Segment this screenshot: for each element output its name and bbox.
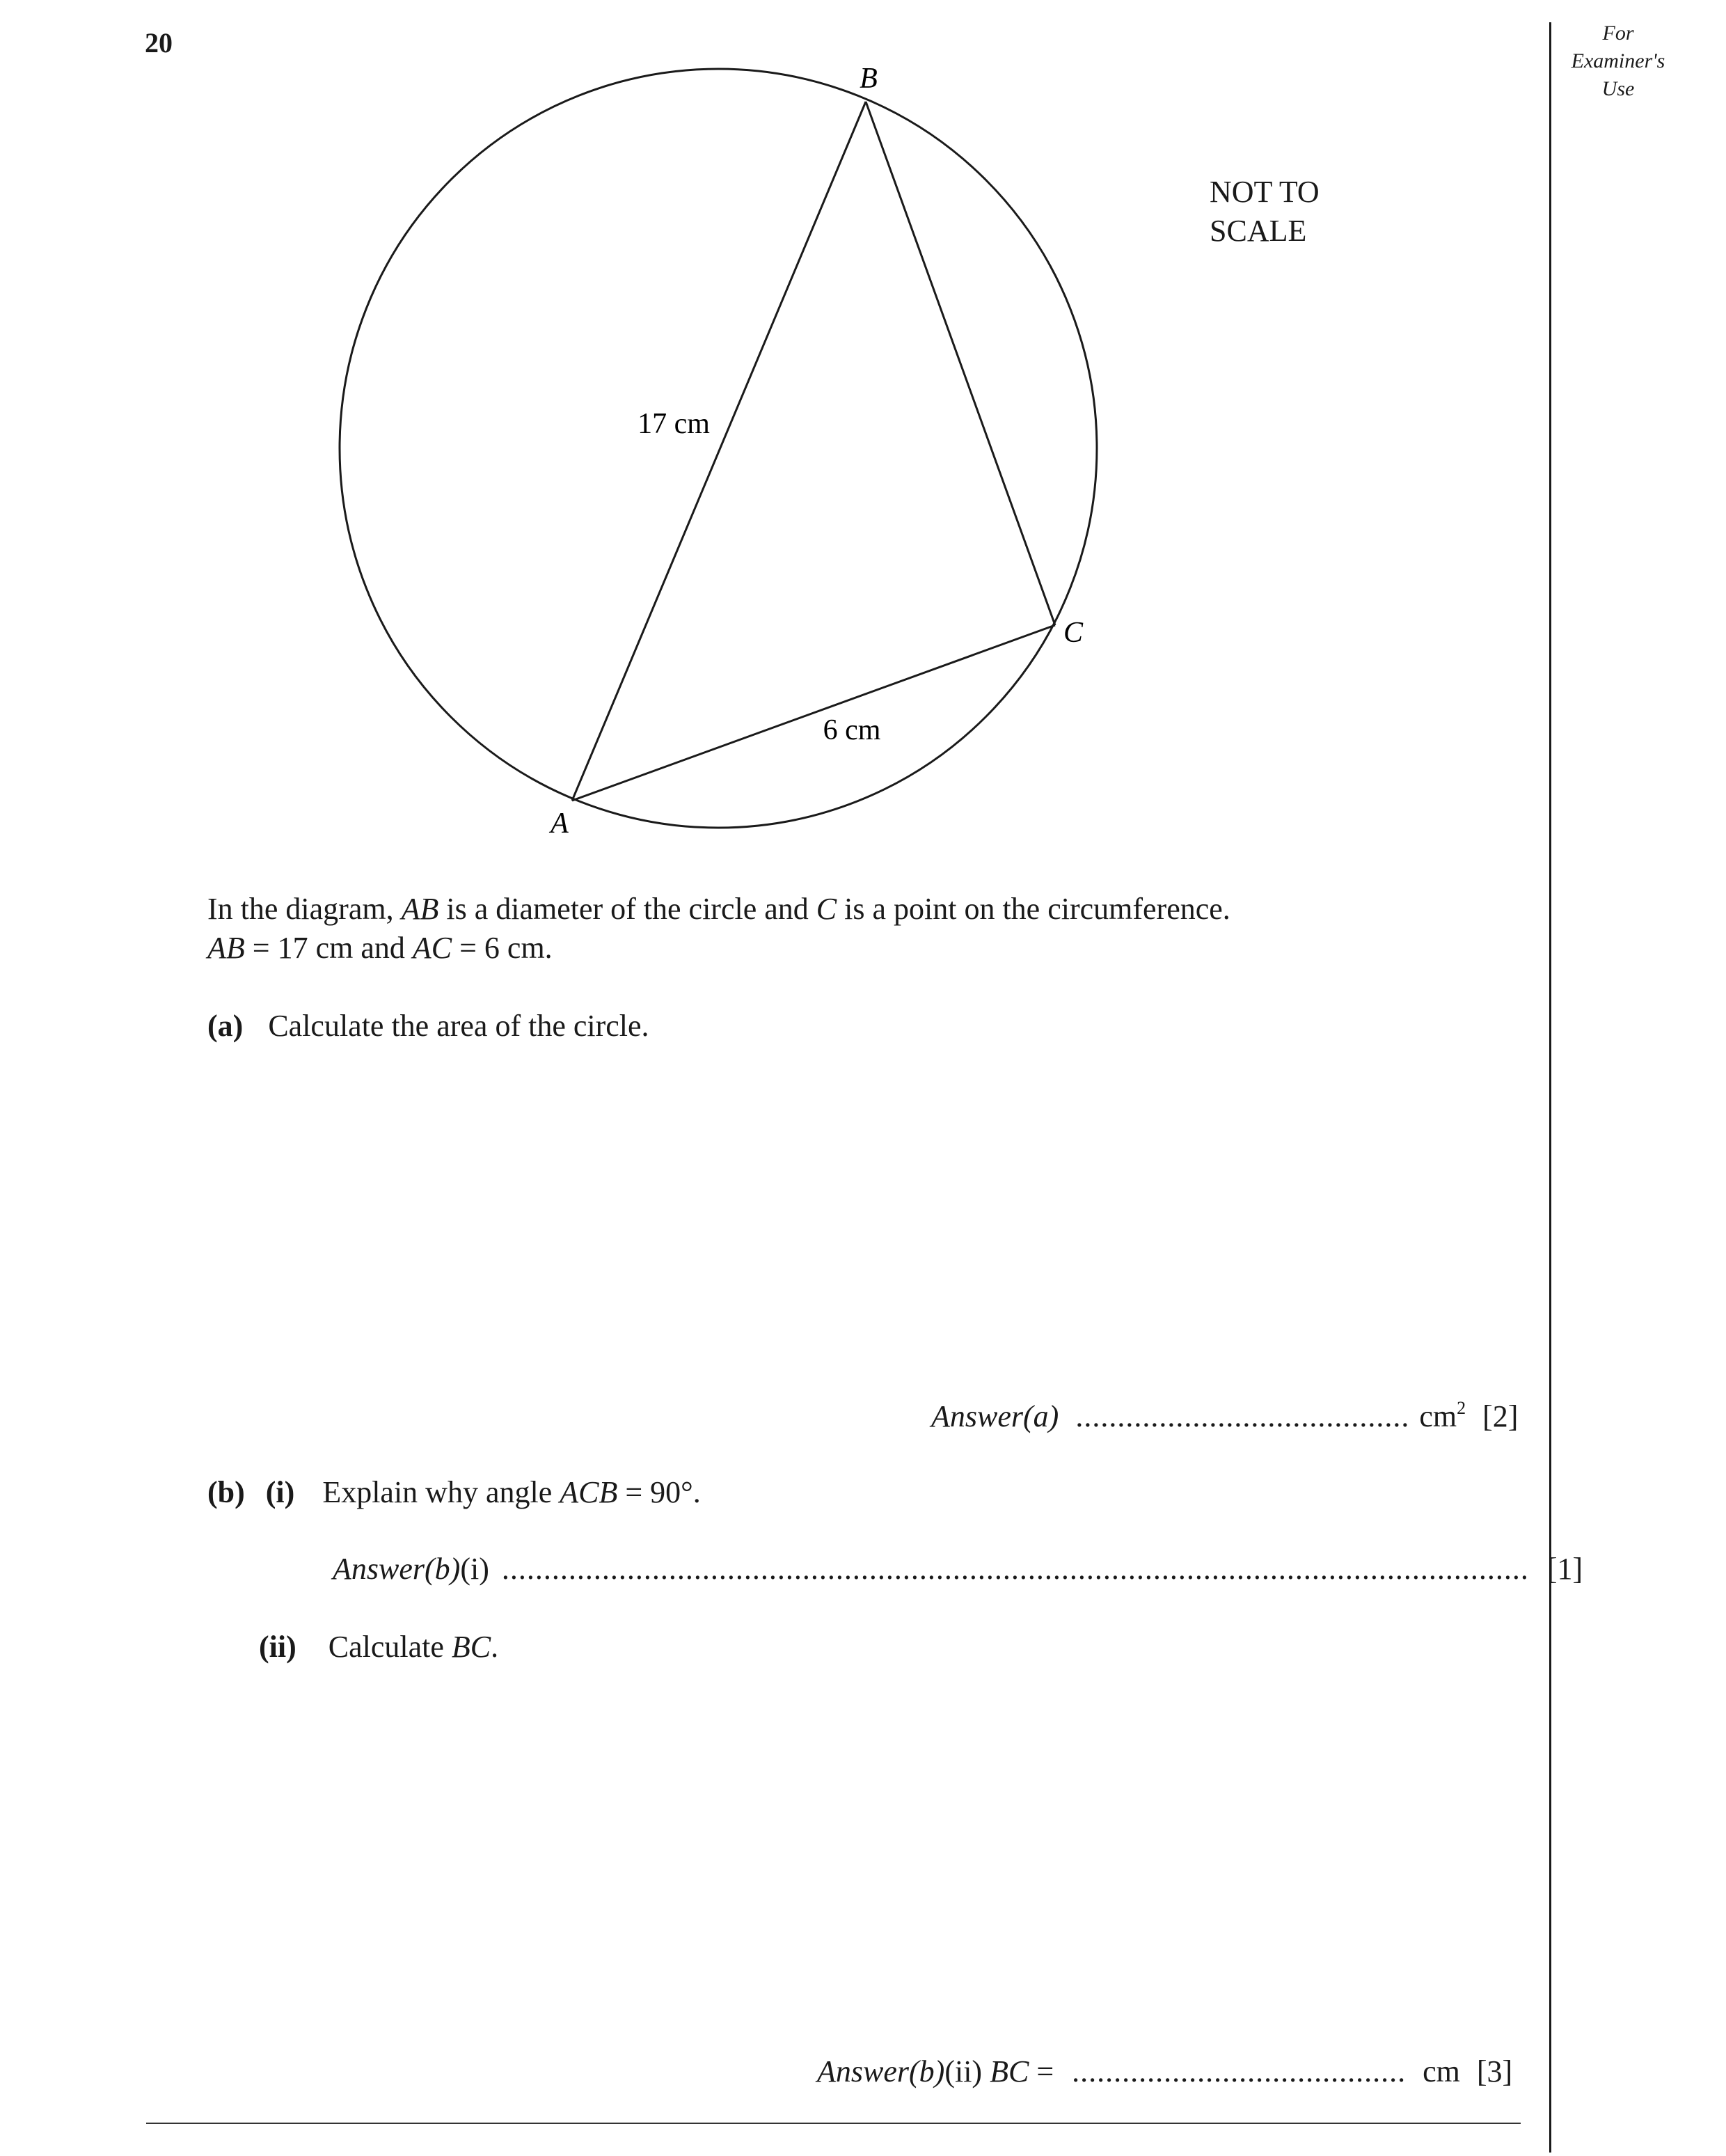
answer-a-dots[interactable]: ........................................ xyxy=(1075,1399,1410,1433)
answer-b-ii-dots[interactable]: ........................................ xyxy=(1072,2054,1407,2088)
bottom-rule xyxy=(146,2123,1521,2124)
intro-text-part: = 17 cm and xyxy=(244,931,413,965)
intro-text-part: = 6 cm. xyxy=(452,931,553,965)
answer-b-i-dots[interactable]: ........................................................................................................................... xyxy=(501,1552,1529,1586)
not-to-scale-line-2: SCALE xyxy=(1210,214,1307,248)
var-ac: AC xyxy=(412,931,452,965)
not-to-scale-line-1: NOT TO xyxy=(1210,175,1320,209)
circle-diagram xyxy=(0,0,1726,863)
point-b-label: B xyxy=(860,63,878,95)
var-acb: ACB xyxy=(560,1475,618,1509)
part-a-label: (a) xyxy=(207,1009,244,1043)
question-b-i-text: = 90°. xyxy=(617,1475,701,1509)
point-a-label: A xyxy=(551,808,569,840)
var-ab: AB xyxy=(207,931,245,965)
side-ab xyxy=(572,102,866,801)
answer-a-line[interactable] xyxy=(931,1398,1518,1434)
circle xyxy=(340,69,1097,828)
side-ac xyxy=(572,625,1055,801)
question-b-ii-text: Calculate xyxy=(328,1630,452,1664)
part-b-label: (b) xyxy=(207,1475,245,1509)
examiner-line-3: Use xyxy=(1601,77,1635,100)
side-bc xyxy=(866,102,1055,625)
answer-a-unit-sup: 2 xyxy=(1457,1398,1466,1418)
ac-length-label: 6 cm xyxy=(823,714,881,746)
answer-b-ii-var: BC xyxy=(990,2054,1029,2088)
page-number: 20 xyxy=(145,27,173,58)
answer-b-i-label: Answer(b) xyxy=(333,1552,461,1586)
answer-a-unit: cm xyxy=(1419,1399,1457,1433)
ab-length-label: 17 cm xyxy=(638,408,710,440)
answer-b-i-marks: [1] xyxy=(1546,1552,1583,1586)
var-bc: BC xyxy=(451,1630,491,1664)
answer-a-marks: [2] xyxy=(1482,1399,1519,1433)
answer-b-i-sub: (i) xyxy=(460,1552,489,1586)
answer-b-i-line[interactable] xyxy=(333,1551,1583,1587)
answer-b-ii-eq: = xyxy=(1029,2054,1054,2088)
intro-text xyxy=(207,890,1230,968)
answer-b-ii-label: Answer(b) xyxy=(817,2054,945,2088)
question-b-i xyxy=(207,1474,701,1510)
examiner-line-1: For xyxy=(1602,22,1634,45)
question-b-ii-text: . xyxy=(491,1630,499,1664)
examiner-line-2: Examiner's xyxy=(1571,49,1665,72)
intro-line-1 xyxy=(207,890,1230,929)
sub-i-label: (i) xyxy=(265,1475,295,1509)
answer-b-ii-sub: (ii) xyxy=(944,2054,990,2088)
var-c: C xyxy=(816,892,837,926)
intro-text-part: is a diameter of the circle and xyxy=(438,892,816,926)
intro-text-part: In the diagram, xyxy=(207,892,402,926)
not-to-scale-note xyxy=(1210,173,1377,251)
answer-b-ii-marks: [3] xyxy=(1476,2054,1513,2088)
sub-ii-label: (ii) xyxy=(259,1630,296,1664)
question-a xyxy=(207,1008,649,1044)
answer-b-ii-line[interactable] xyxy=(817,2054,1512,2089)
question-b-i-text: Explain why angle xyxy=(322,1475,560,1509)
answer-b-ii-unit: cm xyxy=(1423,2054,1460,2088)
question-a-text: Calculate the area of the circle. xyxy=(268,1009,649,1043)
point-c-label: C xyxy=(1063,617,1084,649)
answer-a-label: Answer(a) xyxy=(931,1399,1059,1433)
intro-text-part: is a point on the circumference. xyxy=(837,892,1230,926)
var-ab: AB xyxy=(401,892,439,926)
intro-line-2 xyxy=(207,929,1230,968)
question-b-ii xyxy=(259,1629,498,1665)
